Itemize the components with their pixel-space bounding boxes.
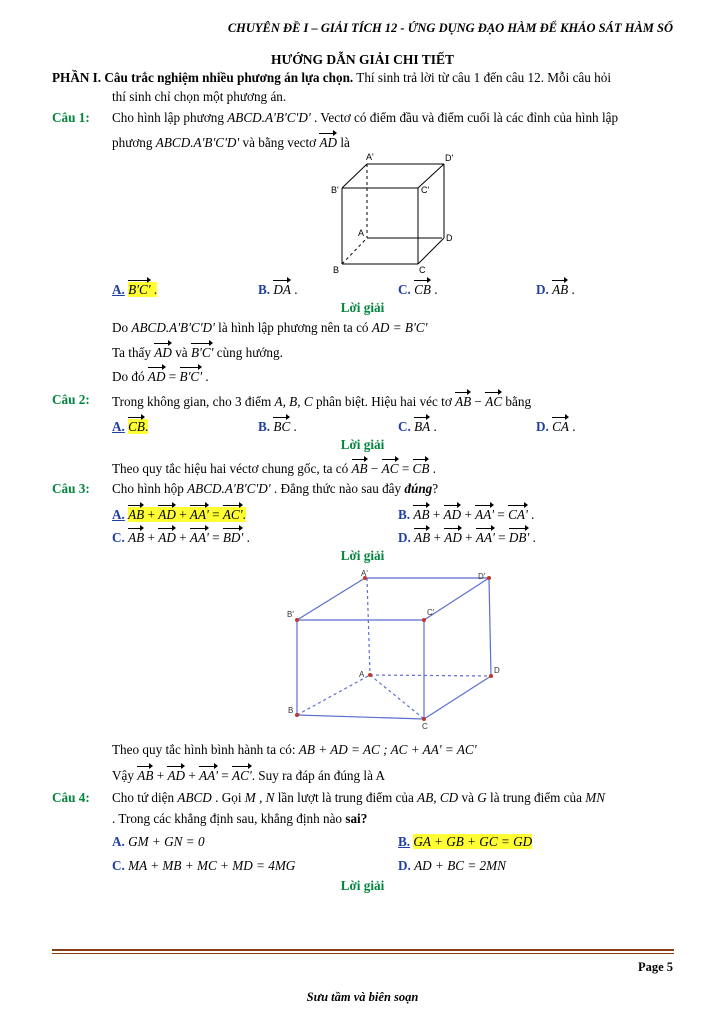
q1-text-e: là	[337, 135, 350, 150]
q4-stem-line1	[112, 790, 605, 806]
q1-option-b-tail: .	[290, 282, 298, 297]
q3-box-name: ABCD.A'B'C'D'	[187, 481, 271, 496]
q4-option-d-value: AD + BC = 2MN	[414, 858, 506, 873]
q4-text-sai: sai?	[345, 811, 368, 826]
q3-d-vec3: AA'	[475, 530, 495, 545]
edge-b1a1	[342, 164, 367, 188]
q1-sol3-vec1: AD	[147, 369, 166, 384]
q3-option-d-letter: D.	[398, 530, 411, 545]
q4-mn: M , N	[244, 790, 275, 805]
q4-solution-heading: Lời giải	[340, 878, 385, 893]
edge-ba	[342, 238, 367, 264]
q1-sol-text-a: Do	[112, 320, 132, 335]
fig1-label-c: C	[419, 265, 426, 275]
q4-g: G	[477, 790, 487, 805]
page-number: Page 5	[637, 960, 673, 974]
q1-option-a[interactable]	[112, 280, 157, 298]
q3-sol2-text-b: . Suy ra đáp án đúng là A	[251, 768, 386, 783]
q1-solution-line1	[112, 320, 427, 336]
q3-solution-heading: Lời giải	[340, 548, 385, 563]
q3-a-tail: .	[242, 507, 246, 522]
q4-option-b-letter: B.	[398, 834, 411, 849]
q2-sol-vec1: AB	[351, 461, 368, 476]
q4-option-a-letter: A.	[112, 834, 125, 849]
q1-option-b-letter: B.	[258, 282, 271, 297]
fig1-label-b: B	[333, 265, 340, 275]
edge-d1d	[489, 578, 491, 676]
q3-option-c-letter: C.	[112, 530, 125, 545]
edge-a1a	[367, 578, 370, 675]
q2-option-a[interactable]	[112, 417, 148, 435]
q3-text-c: ?	[432, 481, 439, 496]
fig2-label-d: D	[494, 666, 500, 675]
fig1-label-c1: C'	[421, 185, 430, 195]
q3-d-vec1: AB	[414, 530, 431, 545]
fig2-label-d1: D'	[478, 572, 486, 581]
vertex-b	[295, 713, 299, 717]
q2-sol-vec3: CB	[412, 461, 430, 476]
fig2-label-a1: A'	[361, 569, 368, 578]
q2-option-c-value: BA	[414, 419, 431, 434]
part-intro	[52, 70, 611, 86]
footer-rule-thin	[52, 953, 674, 954]
q1-label: Câu 1:	[52, 110, 90, 125]
q3-d-tail: .	[529, 530, 536, 545]
q3-option-b[interactable]: B. AB + AD + AA' = CA' .	[398, 507, 535, 522]
fig1-label-a1: A'	[366, 152, 374, 162]
q3-c-vec3: AA'	[189, 530, 209, 545]
q1-option-b-value: DA	[273, 282, 291, 297]
edge-cd	[418, 238, 444, 264]
part-label: PHẦN I. Câu trắc nghiệm nhiều phương án lựa chọn.	[52, 70, 354, 85]
q2-text-a: Trong không gian, cho 3 điểm	[112, 394, 275, 409]
fig2-label-b1: B'	[287, 610, 294, 619]
edge-cd	[424, 676, 491, 719]
q2-option-d-value: CA	[552, 419, 569, 434]
q1-sol-eq: AD = B'C'	[371, 320, 428, 335]
footer-note: Sưu tầm và biên soạn	[306, 990, 419, 1004]
q2-label: Câu 2:	[52, 392, 90, 407]
q1-option-a-letter: A.	[112, 282, 125, 297]
q1-option-d-tail: .	[568, 282, 575, 297]
q4-option-c[interactable]	[112, 858, 295, 874]
q1-option-a-value: B'C'	[128, 282, 151, 297]
q2-option-d[interactable]	[536, 417, 576, 435]
q2-vec-ab: AB	[455, 394, 472, 409]
q1-option-a-tail: .	[150, 282, 158, 297]
q3-b-vec1: AB	[413, 507, 430, 522]
q3-b-tail: .	[527, 507, 535, 522]
q2-option-b-tail: .	[290, 419, 297, 434]
vertex-b1	[295, 618, 299, 622]
q4-tet: ABCD	[177, 790, 212, 805]
q1-solution-heading: Lời giải	[340, 300, 385, 315]
q3-c-result: BD'	[222, 530, 244, 545]
q2-option-c-tail: .	[430, 419, 437, 434]
q3-sol2-vec3: AA'	[199, 768, 218, 783]
q1-option-d[interactable]	[536, 280, 575, 298]
q4-option-a-value: GM + GN = 0	[128, 834, 205, 849]
page-title: HƯỚNG DẪN GIẢI CHI TIẾT	[270, 52, 455, 67]
q4-option-a[interactable]	[112, 834, 205, 850]
vertex-c1	[422, 618, 426, 622]
q2-solution-heading: Lời giải	[340, 437, 385, 452]
q3-c-vec2: AD	[158, 530, 176, 545]
q3-b-vec2: AD	[443, 507, 462, 522]
q3-b-result: CA'	[508, 507, 528, 522]
q3-sol2-text-a: Vậy	[112, 768, 138, 783]
q3-option-d[interactable]: D. AB + AD + AA' = DB' .	[398, 530, 536, 545]
q2-option-d-letter: D.	[536, 419, 549, 434]
q3-option-a-letter: A.	[112, 507, 125, 522]
q3-c-vec1: AB	[128, 530, 145, 545]
fig1-label-b1: B'	[331, 185, 339, 195]
q4-text-d: và	[458, 790, 478, 805]
vertex-d1	[487, 576, 491, 580]
q3-sol2-vec1: AB	[137, 768, 154, 783]
q1-sol2-vec2: B'C'	[190, 345, 214, 360]
edge-ad	[370, 675, 491, 676]
q2-sol-text: Theo quy tắc hiệu hai véctơ chung gốc, ta có	[112, 461, 352, 476]
q1-option-d-letter: D.	[536, 282, 549, 297]
q4-option-c-value: MA + MB + MC + MD = 4MG	[128, 858, 296, 873]
q1-vector-ad: AD	[319, 135, 338, 150]
q4-text-a: Cho tứ diện	[112, 790, 178, 805]
q1-cube-name: ABCD.A'B'C'D'	[227, 110, 311, 125]
q1-sol2-text-a: Ta thấy	[112, 345, 155, 360]
q3-a-result: AC'	[222, 507, 243, 522]
q3-sol2-vec2: AD	[167, 768, 186, 783]
q2-text-c: bằng	[502, 394, 532, 409]
q3-a-vec1: AB	[128, 507, 145, 522]
fig1-label-d1: D'	[445, 153, 454, 163]
q4-option-b[interactable]	[398, 834, 532, 850]
q2-sol-vec2: AC	[381, 461, 399, 476]
q1-text-b: . Vectơ có điểm đầu và điểm cuối là các đỉnh của hình lập	[310, 110, 619, 125]
q3-stem	[112, 481, 438, 497]
q2-solution	[112, 459, 436, 477]
q2-sol-end: .	[429, 461, 436, 476]
fig2-label-b: B	[288, 706, 294, 715]
q1-sol2-vec1: AD	[154, 345, 172, 360]
q1-solution-line2	[112, 343, 283, 361]
q2-option-a-value: CB	[128, 419, 145, 434]
q3-text-a: Cho hình hộp	[112, 481, 188, 496]
q2-text-b: phân biệt. Hiệu hai véc tơ	[312, 394, 456, 409]
q2-minus: −	[471, 394, 486, 409]
q1-sol2-text-c: cùng hướng.	[213, 345, 283, 360]
q2-option-a-letter: A.	[112, 419, 125, 434]
q3-sol2-vec4: AC'	[232, 768, 252, 783]
q4-text-b: . Gọi	[211, 790, 245, 805]
q1-option-d-value: AB	[552, 282, 569, 297]
q1-option-c-letter: C.	[398, 282, 411, 297]
q1-option-c[interactable]	[398, 280, 438, 298]
q1-sol3-end: .	[202, 369, 209, 384]
q3-c-tail: .	[243, 530, 250, 545]
q4-text-f: . Trong các khẳng định sau, khẳng định nào	[112, 811, 346, 826]
fig2-label-c1: C'	[427, 608, 435, 617]
fig1-label-a: A	[358, 228, 365, 238]
vertex-a	[368, 673, 372, 677]
q2-option-c-letter: C.	[398, 419, 411, 434]
q3-b-vec3: AA'	[475, 507, 495, 522]
q3-text-b: . Đẳng thức nào sau đây	[270, 481, 405, 496]
q1-sol-text-b: là hình lập phương nên ta có	[214, 320, 372, 335]
q2-option-c[interactable]	[398, 417, 437, 435]
q1-option-b[interactable]	[258, 280, 298, 298]
q3-solution-line2: Vậy AB + AD + AA' = AC'. Suy ra đáp án đúng là A	[112, 768, 386, 783]
edge-bc	[297, 715, 424, 719]
q1-cube-name-2: ABCD.A'B'C'D'	[155, 135, 240, 150]
q3-option-c[interactable]: C. AB + AD + AA' = BD' .	[112, 530, 250, 545]
q2-option-b-value: BC	[273, 419, 291, 434]
q1-sol3-vec2: B'C'	[179, 369, 203, 384]
vertex-d	[489, 674, 493, 678]
q2-points: A, B, C	[274, 394, 313, 409]
q2-option-d-tail: .	[568, 419, 576, 434]
q2-sol-eq: =	[398, 461, 413, 476]
q1-text: Cho hình lập phương	[112, 110, 228, 125]
q3-box-figure	[282, 568, 512, 733]
q3-sol1-text: Theo quy tắc hình bình hành ta có:	[112, 742, 299, 757]
fig2-label-a: A	[359, 670, 365, 679]
q3-sol1-eq: AB + AD = AC ; AC + AA' = AC'	[298, 742, 477, 757]
q3-solution-line1	[112, 742, 477, 758]
footer-rule	[52, 949, 674, 951]
part-desc-2: thí sinh chỉ chọn một phương án.	[112, 89, 287, 104]
q4-option-d-letter: D.	[398, 858, 411, 873]
q1-option-c-value: CB	[414, 282, 431, 297]
q3-a-vec2: AD	[158, 507, 176, 522]
q3-a-vec3: AA'	[189, 507, 209, 522]
edge-ba	[297, 675, 370, 715]
q1-text-d: và bằng vectơ	[239, 135, 320, 150]
part-desc-1: Thí sinh trả lời từ câu 1 đến câu 12. Mỗi câu hỏi	[353, 70, 612, 85]
q1-solution-line3	[112, 367, 209, 385]
q2-option-b[interactable]	[258, 417, 297, 435]
vertex-c	[422, 717, 426, 721]
q4-ab-cd: AB, CD	[417, 790, 459, 805]
q4-mn2: MN	[585, 790, 606, 805]
q4-option-b-value: GA + GB + GC = GD	[413, 834, 533, 849]
q4-label: Câu 4:	[52, 790, 90, 805]
q4-text-e: là trung điểm của	[486, 790, 586, 805]
q2-sol-minus: −	[367, 461, 382, 476]
q1-sol3-text-a: Do đó	[112, 369, 148, 384]
q1-stem-line1	[112, 110, 618, 126]
page-header: CHUYÊN ĐỀ I – GIẢI TÍCH 12 - ỨNG DỤNG ĐẠO HÀM ĐỂ KHẢO SÁT HÀM SỐ	[227, 21, 673, 35]
q4-stem-line2	[112, 811, 367, 827]
q3-label: Câu 3:	[52, 481, 90, 496]
q1-sol-cube: ABCD.A'B'C'D'	[131, 320, 215, 335]
q4-option-d[interactable]	[398, 858, 506, 874]
edge-b1a1	[297, 578, 365, 620]
fig2-label-c: C	[422, 722, 428, 731]
q4-text-c: lần lượt là trung điểm của	[274, 790, 418, 805]
q2-option-a-tail: .	[144, 419, 149, 434]
q4-option-c-letter: C.	[112, 858, 125, 873]
q3-option-a[interactable]: A. AB + AD + AA' = AC'.	[112, 507, 246, 522]
q1-sol2-text-b: và	[171, 345, 191, 360]
q3-d-vec2: AD	[444, 530, 462, 545]
fig1-label-d: D	[446, 233, 453, 243]
q2-vec-ac: AC	[485, 394, 503, 409]
q2-stem	[112, 392, 531, 410]
q1-option-c-tail: .	[430, 282, 438, 297]
q1-stem-line2	[112, 133, 350, 151]
q3-d-result: DB'	[508, 530, 530, 545]
q1-text-c: phương	[112, 135, 156, 150]
q3-text-bold: đúng	[404, 481, 433, 496]
diag-ac	[370, 675, 424, 719]
q2-option-b-letter: B.	[258, 419, 271, 434]
q3-option-b-letter: B.	[398, 507, 411, 522]
q1-sol3-eq: =	[165, 369, 180, 384]
q1-cube-figure	[322, 150, 462, 278]
